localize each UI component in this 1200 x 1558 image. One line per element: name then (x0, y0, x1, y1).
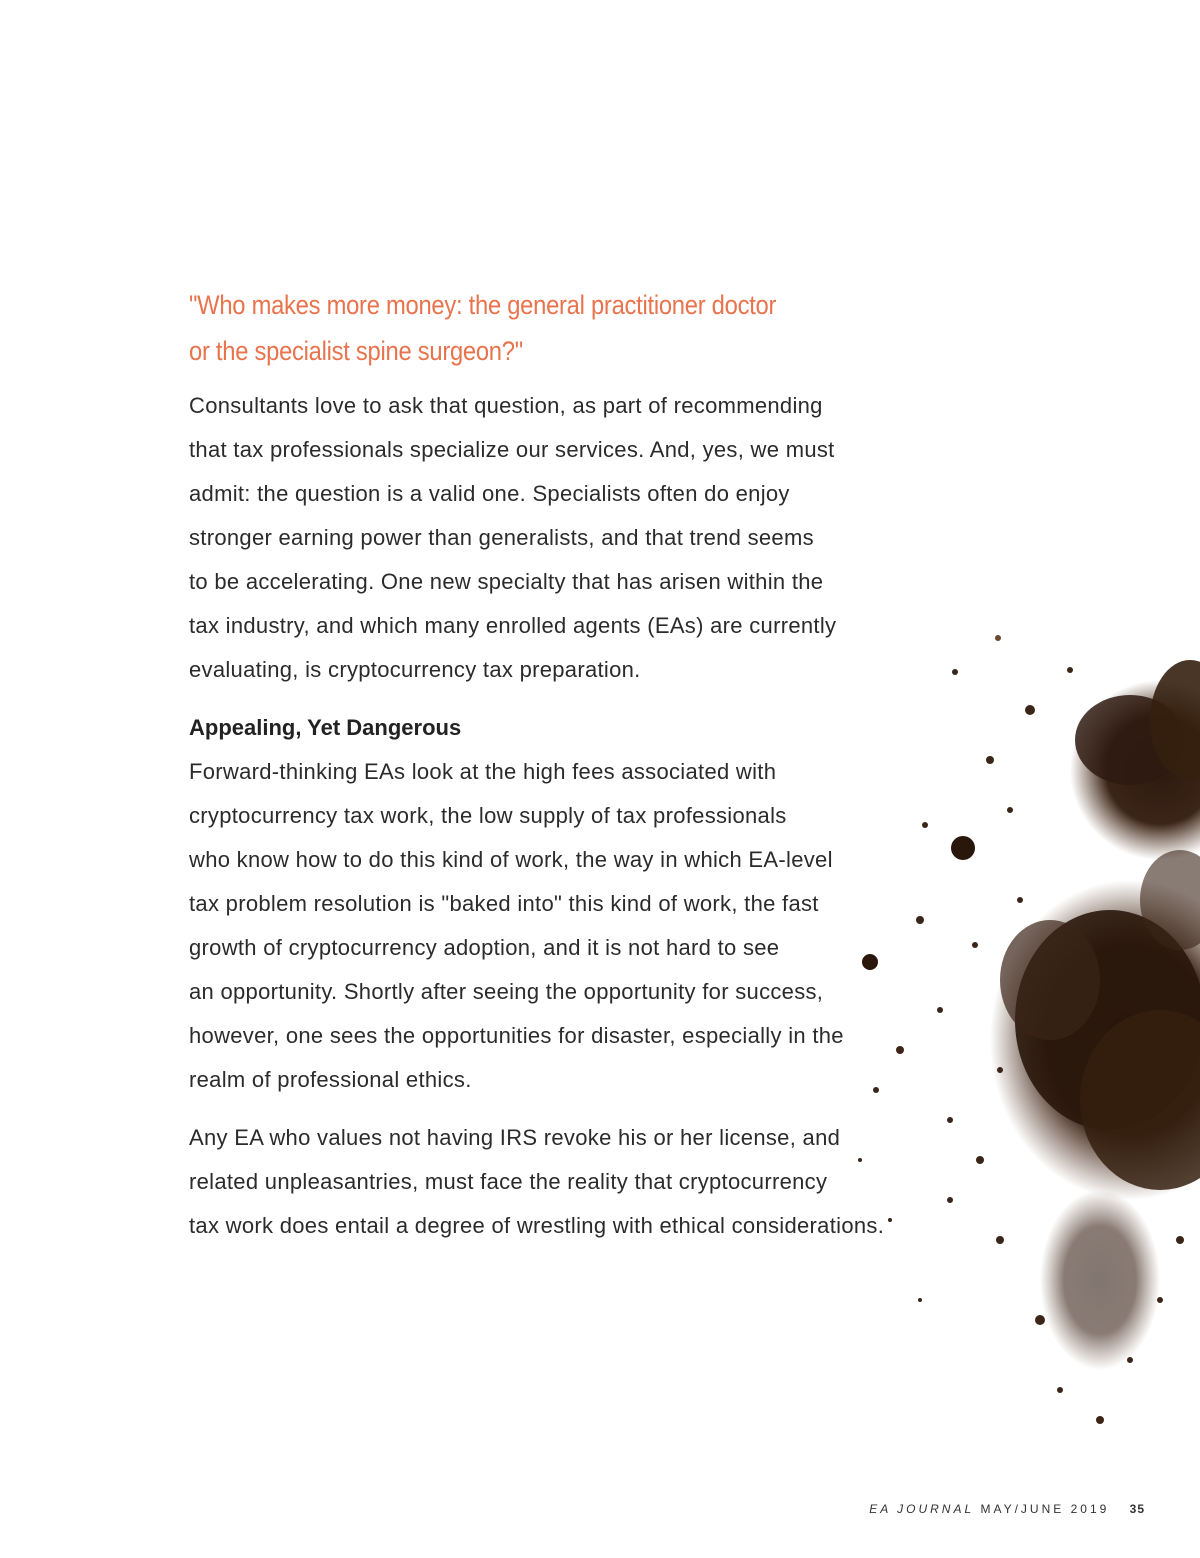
journal-name: EA JOURNAL (869, 1502, 975, 1516)
text-line: that tax professionals specialize our services. And, yes, we must (189, 437, 835, 462)
text-line: stronger earning power than generalists, and that trend seems (189, 525, 814, 550)
section-paragraph-2 (189, 1116, 949, 1248)
text-line: cryptocurrency tax work, the low supply of tax professionals (189, 803, 787, 828)
section-heading: Appealing, Yet Dangerous (189, 715, 462, 740)
text-line: growth of cryptocurrency adoption, and it is not hard to see (189, 935, 780, 960)
text-line: who know how to do this kind of work, the way in which EA-level (189, 847, 833, 872)
text-line: evaluating, is cryptocurrency tax preparation. (189, 657, 641, 682)
article-body (189, 282, 949, 1248)
text-line: tax work does entail a degree of wrestling with ethical considerations. (189, 1213, 885, 1238)
text-line: Any EA who values not having IRS revoke his or her license, and (189, 1125, 841, 1150)
issue-date: MAY/JUNE 2019 (980, 1502, 1110, 1516)
pull-quote-line: "Who makes more money: the general practitioner doctor (189, 290, 777, 320)
text-line: however, one sees the opportunities for disaster, especially in the (189, 1023, 844, 1048)
text-line: related unpleasantries, must face the reality that cryptocurrency (189, 1169, 828, 1194)
pull-quote-line: or the specialist spine surgeon?" (189, 336, 523, 366)
text-line: tax problem resolution is "baked into" this kind of work, the fast (189, 891, 819, 916)
text-line: Forward-thinking EAs look at the high fees associated with (189, 759, 777, 784)
text-line: to be accelerating. One new specialty that has arisen within the (189, 569, 824, 594)
text-line: tax industry, and which many enrolled agents (EAs) are currently (189, 613, 837, 638)
pull-quote (189, 282, 858, 374)
page-number: 35 (1129, 1502, 1145, 1516)
text-line: Consultants love to ask that question, as part of recommending (189, 393, 823, 418)
page-footer (869, 1502, 1145, 1516)
text-line: an opportunity. Shortly after seeing the opportunity for success, (189, 979, 824, 1004)
text-line: admit: the question is a valid one. Specialists often do enjoy (189, 481, 790, 506)
section-paragraph-1 (189, 750, 949, 1102)
text-line: realm of professional ethics. (189, 1067, 472, 1092)
intro-paragraph (189, 384, 949, 692)
